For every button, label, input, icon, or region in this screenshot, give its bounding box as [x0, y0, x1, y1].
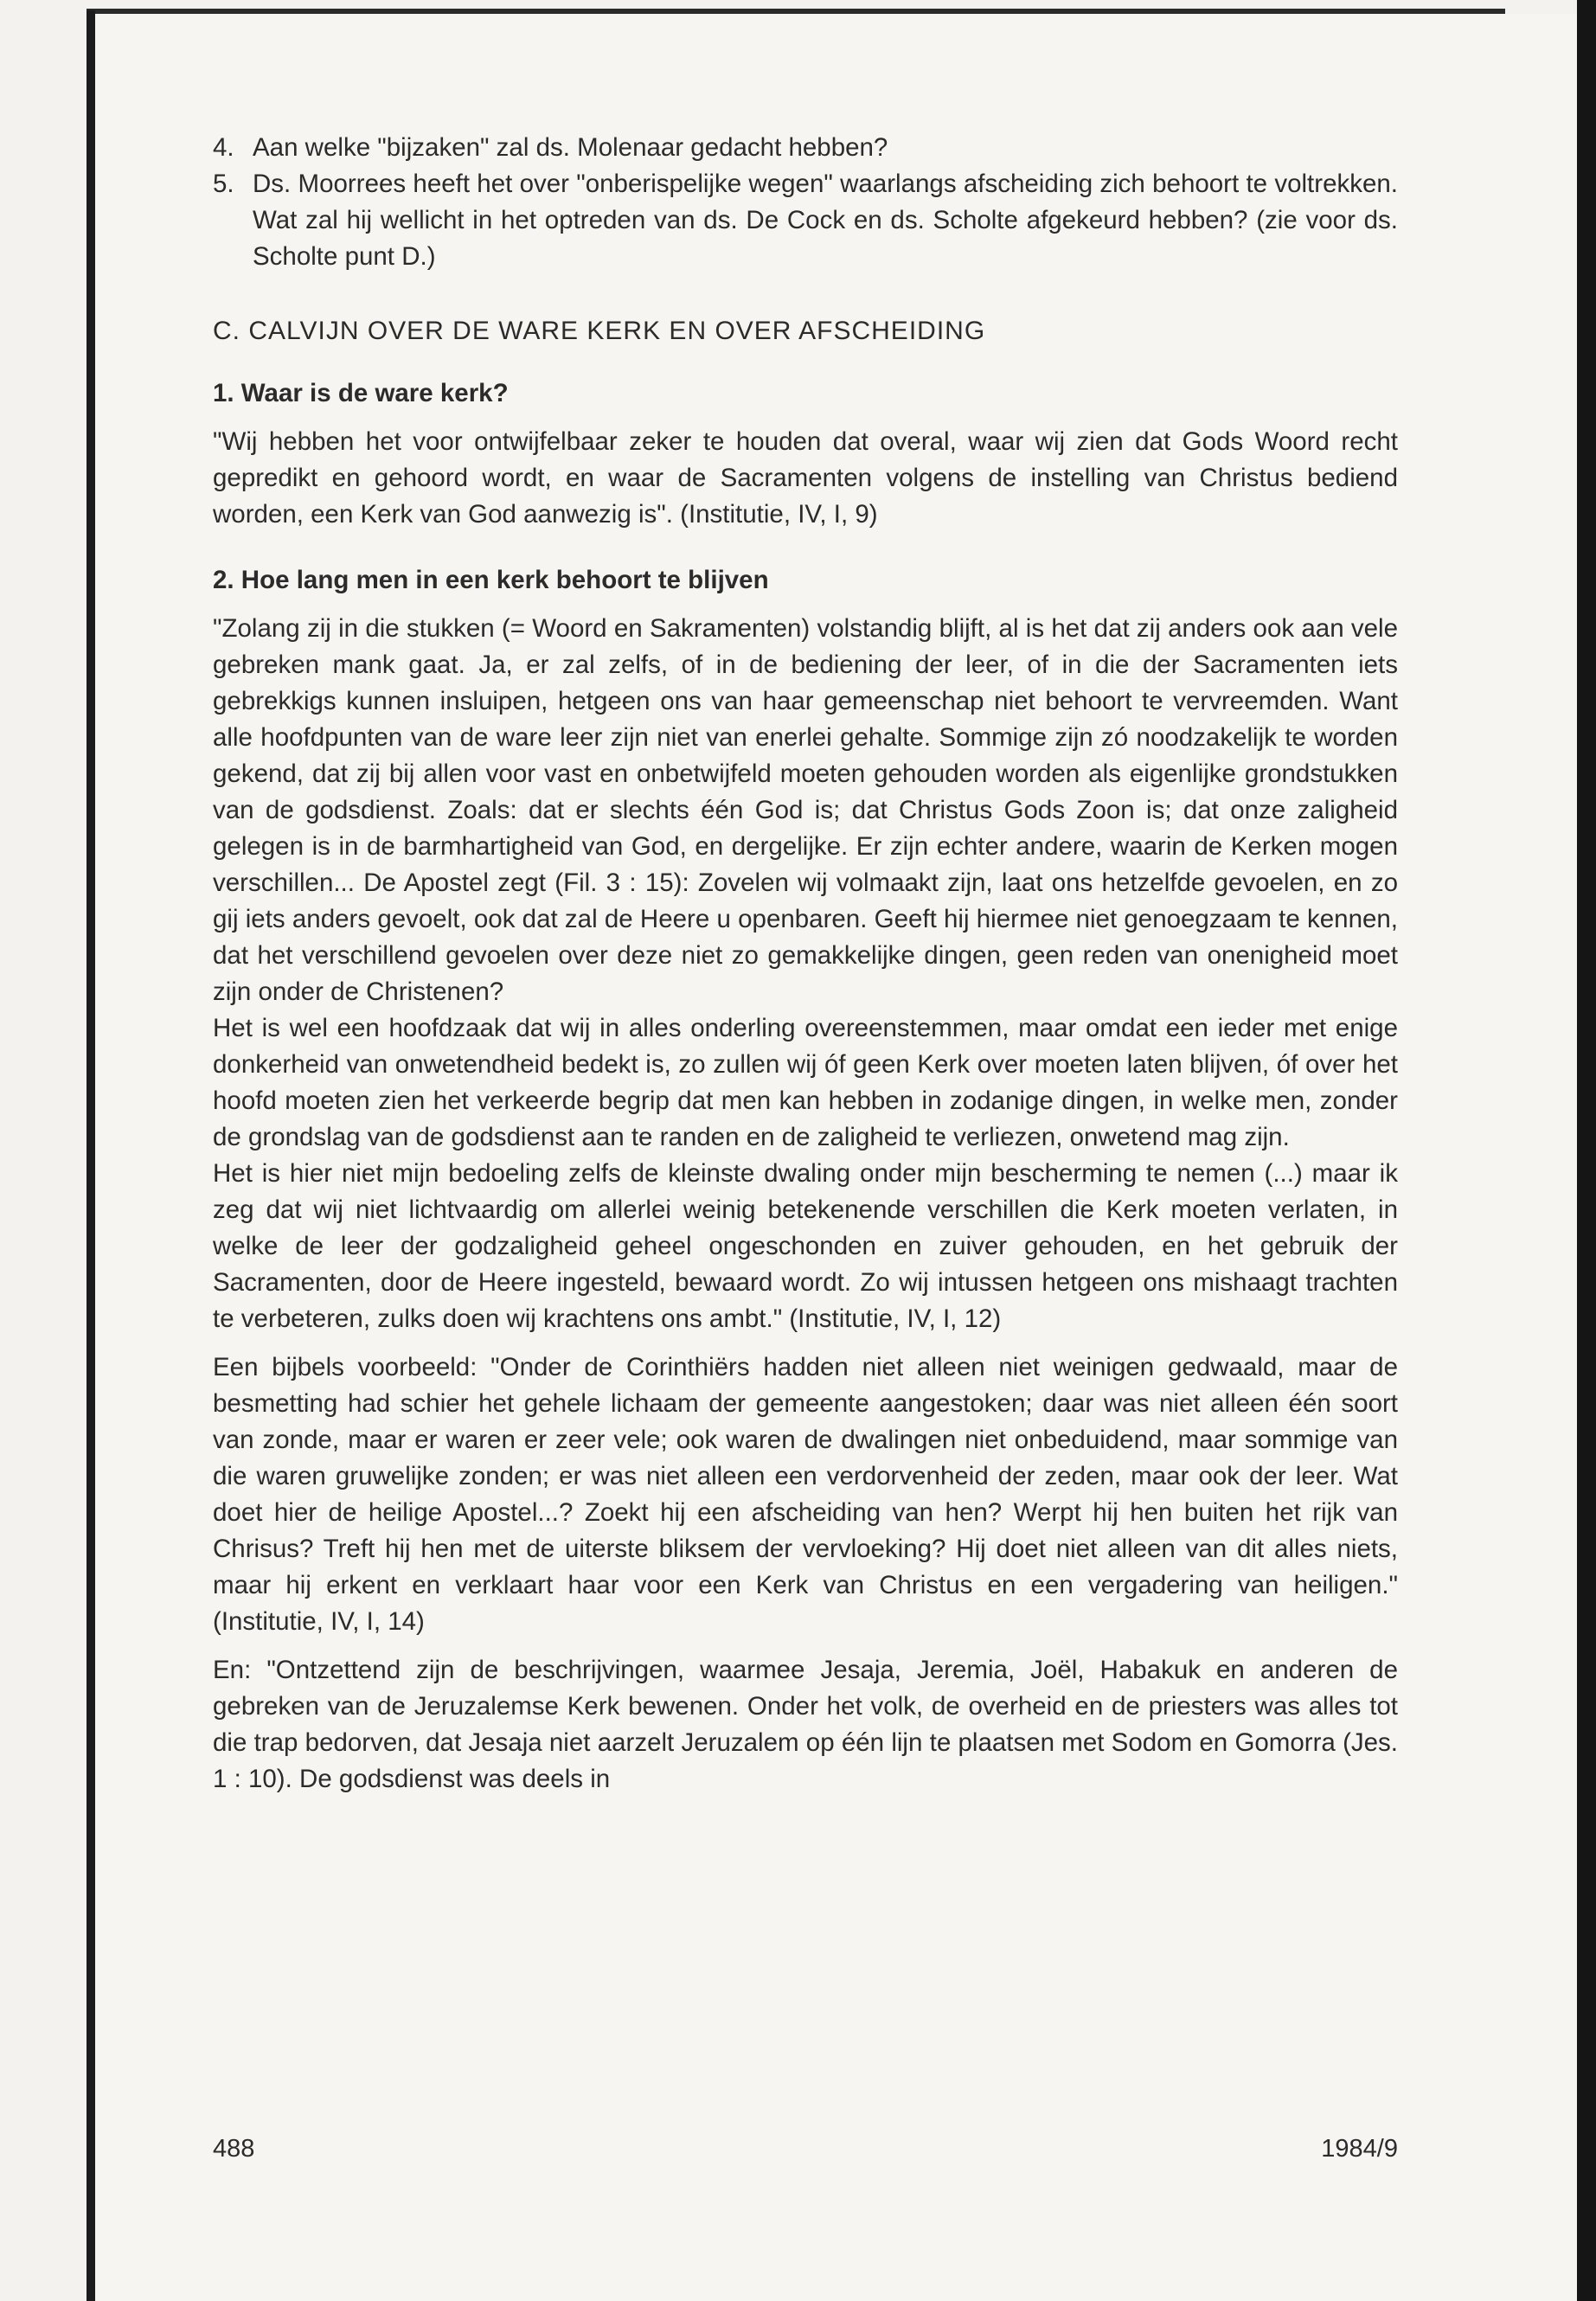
question-list	[213, 130, 1398, 275]
section-title: C. CALVIJN OVER DE WARE KERK EN OVER AFSCHEIDING	[213, 317, 986, 345]
issue-label: 1984/9	[1321, 2135, 1398, 2163]
paragraph: Het is hier niet mijn bedoeling zelfs de kleinste dwaling onder mijn bescherming te nemen (...) maar ik zeg dat wij niet lichtvaardig om allerlei weinig betekenende verschillen die Kerk moeten verlaten, in welke de leer der godzaligheid geheel ongeschonden en zuiver gehouden, en het gebruik der Sacramenten, door de Heere ingesteld, bewaard wordt. Zo wij intussen hetgeen ons mishaagt trachten te verbeteren, zulks doen wij krachtens ons ambt." (Institutie, IV, I, 12)	[213, 1159, 1398, 1333]
subheading-true-church: 1. Waar is de ware kerk?	[213, 379, 509, 407]
question-number: 4.	[213, 133, 234, 162]
scan-edge-right	[1577, 0, 1596, 2301]
subheading-staying-in-church: 2. Hoe lang men in een kerk behoort te blijven	[213, 566, 769, 594]
paragraph: Het is wel een hoofdzaak dat wij in alles onderling overeenstemmen, maar omdat een ieder met enige donkerheid van onwetendheid bedekt is, zo zullen wij óf geen Kerk over moeten laten blijven, óf over het hoofd moeten zien het verkeerde begrip dat men kan hebben in zodanige dingen, in welke men, zonder de grondslag van de godsdienst aan te randen en de zaligheid te verliezen, onwetend mag zijn.	[213, 1014, 1398, 1151]
scan-edge-left	[87, 10, 95, 2301]
question-text: Ds. Moorrees heeft het over "onberispelijke wegen" waarlangs afscheiding zich behoort te voltrekken. Wat zal hij wellicht in het optreden van ds. De Cock en ds. Scholte afgekeurd hebben? (zie voor ds. Scholte punt D.)	[253, 170, 1398, 271]
question-item	[213, 130, 1398, 166]
page-content	[213, 130, 1398, 1798]
question-item	[213, 166, 1398, 275]
paragraph: "Zolang zij in die stukken (= Woord en Sakramenten) volstandig blijft, al is het dat zij anders ook aan vele gebreken mank gaat. Ja, er zal zelfs, of in de bediening der leer, of in die der Sacramenten iets gebrekkigs kunnen insluipen, hetgeen ons van haar gemeenschap niet behoort te vervreemden. Want alle hoofdpunten van de ware leer zijn niet van enerlei gehalte. Sommige zijn zó noodzakelijk te worden gekend, dat zij bij allen voor vast en onbetwijfeld moeten gehouden worden als eigenlijke grondstukken van de godsdienst. Zoals: dat er slechts één God is; dat Christus Gods Zoon is; dat onze zaligheid gelegen is in de barmhartigheid van God, en dergelijke. Er zijn echter andere, waarin de Kerken mogen verschillen... De Apostel zegt (Fil. 3 : 15): Zovelen wij volmaakt zijn, laat ons hetzelfde gevoelen, en zo gij iets anders gevoelt, ook dat zal de Heere u openbaren. Geeft hij hiermee niet genoegzaam te kennen, dat het verschillend gevoelen over deze niet zo gemakkelijke dingen, geen reden van onenigheid moet zijn onder de Christenen?	[213, 614, 1398, 1006]
paragraph: "Wij hebben het voor ontwijfelbaar zeker te houden dat overal, waar wij zien dat Gods Woord recht gepredikt en gehoord wordt, en waar de Sacramenten volgens de instelling van Christus bediend worden, een Kerk van God aanwezig is". (Institutie, IV, I, 9)	[213, 427, 1398, 529]
paragraph: En: "Ontzettend zijn de beschrijvingen, waarmee Jesaja, Jeremia, Joël, Habakuk en anderen de gebreken van de Jeruzalemse Kerk bewenen. Onder het volk, de overheid en de priesters was alles tot die trap bedorven, dat Jesaja niet aarzelt Jeruzalem op één lijn te plaatsen met Sodom en Gomorra (Jes. 1 : 10). De godsdienst was deels in	[213, 1656, 1398, 1793]
page-number: 488	[213, 2135, 255, 2163]
paragraph: Een bijbels voorbeeld: "Onder de Corinthiërs hadden niet alleen niet weinigen gedwaald, maar de besmetting had schier het gehele lichaam der gemeente aangestoken; daar was niet alleen één soort van zonde, maar er waren er zeer vele; ook waren de dwalingen niet onbeduidend, maar sommige van die waren gruwelijke zonden; er was niet alleen een verdorvenheid der zeden, maar ook der leer. Wat doet hier de heilige Apostel...? Zoekt hij een afscheiding van hen? Werpt hij hen buiten het rijk van Chrisus? Treft hij hen met de uiterste bliksem der vervloeking? Hij doet niet alleen van dit alles niets, maar hij erkent en verklaart haar voor een Kerk van Christus en een vergadering van heiligen." (Institutie, IV, I, 14)	[213, 1353, 1398, 1636]
question-number: 5.	[213, 170, 234, 198]
question-text: Aan welke "bijzaken" zal ds. Molenaar gedacht hebben?	[253, 133, 888, 162]
